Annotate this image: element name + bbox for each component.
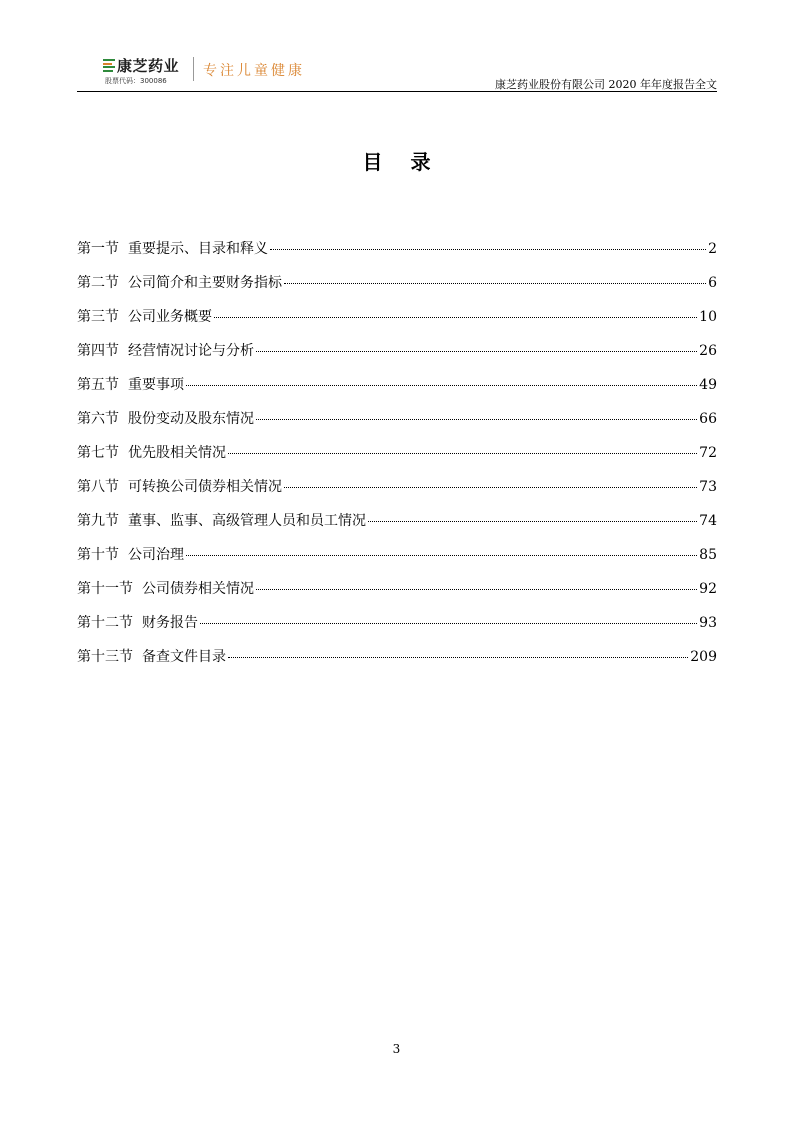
page-header	[77, 52, 717, 90]
toc-entry[interactable]	[77, 408, 717, 442]
toc-page-number: 49	[699, 377, 717, 393]
toc-section-title: 股份变动及股东情况	[128, 411, 254, 427]
toc-section-number: 第十一节	[77, 581, 133, 597]
toc-leader-dots	[228, 453, 697, 454]
toc-section-title: 公司债券相关情况	[142, 581, 254, 597]
toc-page-number: 73	[699, 479, 717, 495]
toc-section-title: 财务报告	[142, 615, 198, 631]
toc-page-number: 6	[708, 275, 717, 291]
toc-section-title: 备查文件目录	[142, 649, 226, 665]
toc-section-number: 第一节	[77, 241, 119, 257]
toc-entry[interactable]	[77, 340, 717, 374]
page-number: 3	[392, 1042, 401, 1056]
toc-section-number: 第九节	[77, 513, 119, 529]
toc-leader-dots	[200, 623, 697, 624]
toc-leader-dots	[256, 351, 697, 352]
toc-entry[interactable]	[77, 272, 717, 306]
company-slogan: 专注儿童健康	[203, 63, 305, 79]
toc-leader-dots	[256, 589, 697, 590]
header-divider	[193, 57, 194, 81]
toc-section-title: 可转换公司债券相关情况	[128, 479, 282, 495]
toc-leader-dots	[214, 317, 697, 318]
toc-section-title: 公司简介和主要财务指标	[128, 275, 282, 291]
toc-page-number: 2	[708, 241, 717, 257]
toc-section-number: 第五节	[77, 377, 119, 393]
header-rule	[77, 91, 717, 92]
toc-entry[interactable]	[77, 612, 717, 646]
toc-page-number: 10	[699, 309, 717, 325]
toc-entry[interactable]	[77, 510, 717, 544]
toc-entry[interactable]	[77, 306, 717, 340]
toc-section-title: 公司治理	[128, 547, 184, 563]
toc-leader-dots	[368, 521, 697, 522]
toc-section-title: 公司业务概要	[128, 309, 212, 325]
toc-leader-dots	[284, 283, 706, 284]
toc-leader-dots	[186, 385, 697, 386]
toc-page-number: 26	[699, 343, 717, 359]
toc-section-title: 优先股相关情况	[128, 445, 226, 461]
toc-section-number: 第八节	[77, 479, 119, 495]
toc-section-number: 第三节	[77, 309, 119, 325]
toc-page-number: 92	[699, 581, 717, 597]
toc-section-number: 第七节	[77, 445, 119, 461]
report-title: 康芝药业股份有限公司 2020 年年度报告全文	[495, 78, 717, 91]
toc-entry[interactable]	[77, 578, 717, 612]
toc-heading: 目录	[362, 150, 459, 174]
table-of-contents	[77, 238, 717, 680]
toc-section-number: 第二节	[77, 275, 119, 291]
toc-entry[interactable]	[77, 374, 717, 408]
toc-section-number: 第十二节	[77, 615, 133, 631]
toc-section-number: 第十节	[77, 547, 119, 563]
toc-section-number: 第四节	[77, 343, 119, 359]
toc-section-title: 经营情况讨论与分析	[128, 343, 254, 359]
toc-section-number: 第十三节	[77, 649, 133, 665]
toc-leader-dots	[270, 249, 706, 250]
toc-leader-dots	[256, 419, 697, 420]
stock-code: 股票代码：300086	[105, 77, 167, 85]
toc-entry[interactable]	[77, 544, 717, 578]
toc-page-number: 72	[699, 445, 717, 461]
toc-page-number: 66	[699, 411, 717, 427]
toc-section-number: 第六节	[77, 411, 119, 427]
toc-entry[interactable]	[77, 646, 717, 680]
company-logo-icon	[103, 59, 115, 72]
toc-entry[interactable]	[77, 442, 717, 476]
toc-page-number: 74	[699, 513, 717, 529]
toc-leader-dots	[186, 555, 697, 556]
toc-entry[interactable]	[77, 476, 717, 510]
brand-name: 康芝药业	[117, 57, 180, 75]
toc-entry[interactable]	[77, 238, 717, 272]
toc-leader-dots	[284, 487, 697, 488]
toc-leader-dots	[228, 657, 688, 658]
toc-page-number: 209	[690, 649, 717, 665]
toc-section-title: 董事、监事、高级管理人员和员工情况	[128, 513, 366, 529]
toc-section-title: 重要事项	[128, 377, 184, 393]
toc-page-number: 93	[699, 615, 717, 631]
toc-page-number: 85	[699, 547, 717, 563]
toc-section-title: 重要提示、目录和释义	[128, 241, 268, 257]
